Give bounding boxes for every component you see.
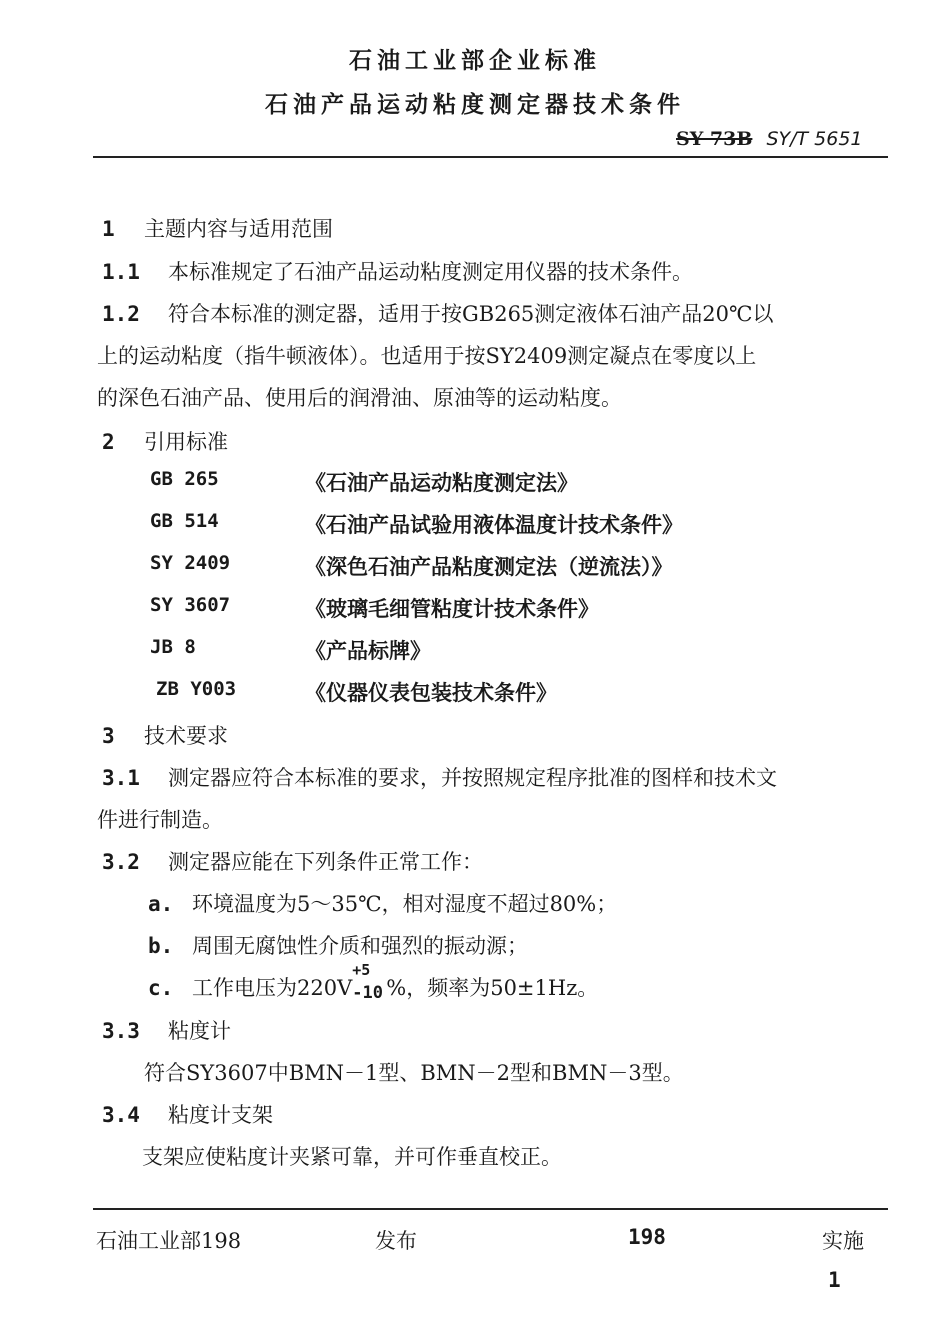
- clause-text: 测定器应能在下列条件正常工作：: [168, 850, 483, 874]
- clause-number: 3.2: [102, 850, 140, 874]
- standard-code: [676, 128, 863, 150]
- struck-standard-code: SY 73B: [676, 128, 753, 150]
- clause-number: 3.4: [102, 1103, 140, 1127]
- section-title: 技术要求: [144, 724, 228, 748]
- issuer-line: [96, 1225, 241, 1255]
- item-text: 工作电压为220V: [192, 976, 353, 1000]
- clause-3-1-line-1: [102, 762, 777, 792]
- header-divider: [93, 156, 888, 158]
- condition-item-c: [148, 961, 599, 1003]
- reference-code: JB 8: [150, 636, 196, 658]
- section-title: 主题内容与适用范围: [144, 217, 333, 241]
- clause-3-1-line-2: 件进行制造。: [97, 808, 223, 832]
- condition-item-b: [148, 930, 528, 960]
- reference-item: [150, 594, 230, 616]
- implementation-label: 实施: [822, 1229, 864, 1253]
- reference-code: GB 514: [150, 510, 219, 532]
- clause-title: 粘度计: [168, 1019, 231, 1043]
- clause-text: 本标准规定了石油产品运动粘度测定用仪器的技术条件。: [168, 260, 693, 284]
- item-text: 环境温度为5～35℃，相对湿度不超过80%；: [192, 892, 618, 916]
- item-label: a.: [148, 892, 174, 916]
- implementation-year: [628, 1225, 666, 1249]
- standard-title: 石油产品运动粘度测定器技术条件: [265, 91, 685, 118]
- clause-3-3-text: 符合SY3607中BMN－1型、BMN－2型和BMN－3型。: [144, 1061, 684, 1085]
- clause-title: 粘度计支架: [168, 1103, 273, 1127]
- clause-number: 1.1: [102, 260, 140, 284]
- reference-title: 《仪器仪表包装技术条件》: [305, 680, 557, 705]
- footer-divider: [93, 1208, 888, 1210]
- section-number: 2: [102, 430, 115, 454]
- standard-category-title: 石油工业部企业标准: [349, 47, 601, 74]
- clause-3-4-text: 支架应使粘度计夹紧可靠，并可作垂直校正。: [142, 1145, 562, 1169]
- clause-3-4-heading: [102, 1099, 273, 1129]
- item-label: c.: [148, 976, 174, 1000]
- reference-code: SY 2409: [150, 552, 231, 574]
- tolerance-plus: +5: [352, 961, 371, 979]
- clause-1-2-line-3: 的深色石油产品、使用后的润滑油、原油等的运动粘度。: [97, 386, 622, 410]
- reference-code: ZB Y003: [156, 678, 237, 700]
- section-2-heading: [102, 426, 228, 456]
- item-text-continued: %，频率为50±1Hz。: [386, 976, 599, 1000]
- section-number: 1: [102, 217, 115, 241]
- clause-1-1: [102, 256, 693, 286]
- clause-number: 3.3: [102, 1019, 140, 1043]
- issue-label: 发布: [375, 1229, 417, 1253]
- reference-title: 《石油产品运动粘度测定法》: [305, 470, 578, 495]
- reference-title: 《玻璃毛细管粘度计技术条件》: [305, 596, 599, 621]
- reference-item: [150, 510, 219, 532]
- reference-code: SY 3607: [150, 594, 231, 616]
- reference-title: 《深色石油产品粘度测定法（逆流法）》: [305, 554, 673, 579]
- page-number: [828, 1268, 841, 1292]
- reference-item: [150, 468, 219, 490]
- item-text: 周围无腐蚀性介质和强烈的振动源；: [192, 934, 528, 958]
- item-label: b.: [148, 934, 174, 958]
- section-number: 3: [102, 724, 115, 748]
- clause-text: 测定器应符合本标准的要求，并按照规定程序批准的图样和技术文: [168, 766, 777, 790]
- section-3-heading: [102, 720, 228, 750]
- implementation-year-value: 198: [628, 1225, 666, 1249]
- page-number-value: 1: [828, 1268, 841, 1292]
- reference-item: [156, 678, 236, 700]
- clause-1-2-line-2: 上的运动粘度（指牛顿液体）。也适用于按SY2409测定凝点在零度以上: [97, 344, 757, 368]
- reference-item: [150, 636, 196, 658]
- voltage-tolerance: [352, 961, 386, 1003]
- condition-item-a: [148, 888, 617, 918]
- tolerance-minus: -10: [352, 983, 383, 1003]
- reference-item: [150, 552, 230, 574]
- clause-number: 1.2: [102, 302, 140, 326]
- reference-title: 《石油产品试验用液体温度计技术条件》: [305, 512, 683, 537]
- reference-title: 《产品标牌》: [305, 638, 431, 663]
- clause-3-2: [102, 846, 483, 876]
- handwritten-standard-code: SY/T 5651: [766, 128, 863, 150]
- issuer: 石油工业部198: [96, 1229, 242, 1253]
- clause-3-3-heading: [102, 1015, 231, 1045]
- section-1-heading: [102, 213, 333, 243]
- clause-number: 3.1: [102, 766, 140, 790]
- clause-1-2-line-1: [102, 298, 774, 328]
- section-title: 引用标准: [144, 430, 228, 454]
- reference-code: GB 265: [150, 468, 219, 490]
- clause-text: 符合本标准的测定器，适用于按GB265测定液体石油产品20℃以: [168, 302, 774, 326]
